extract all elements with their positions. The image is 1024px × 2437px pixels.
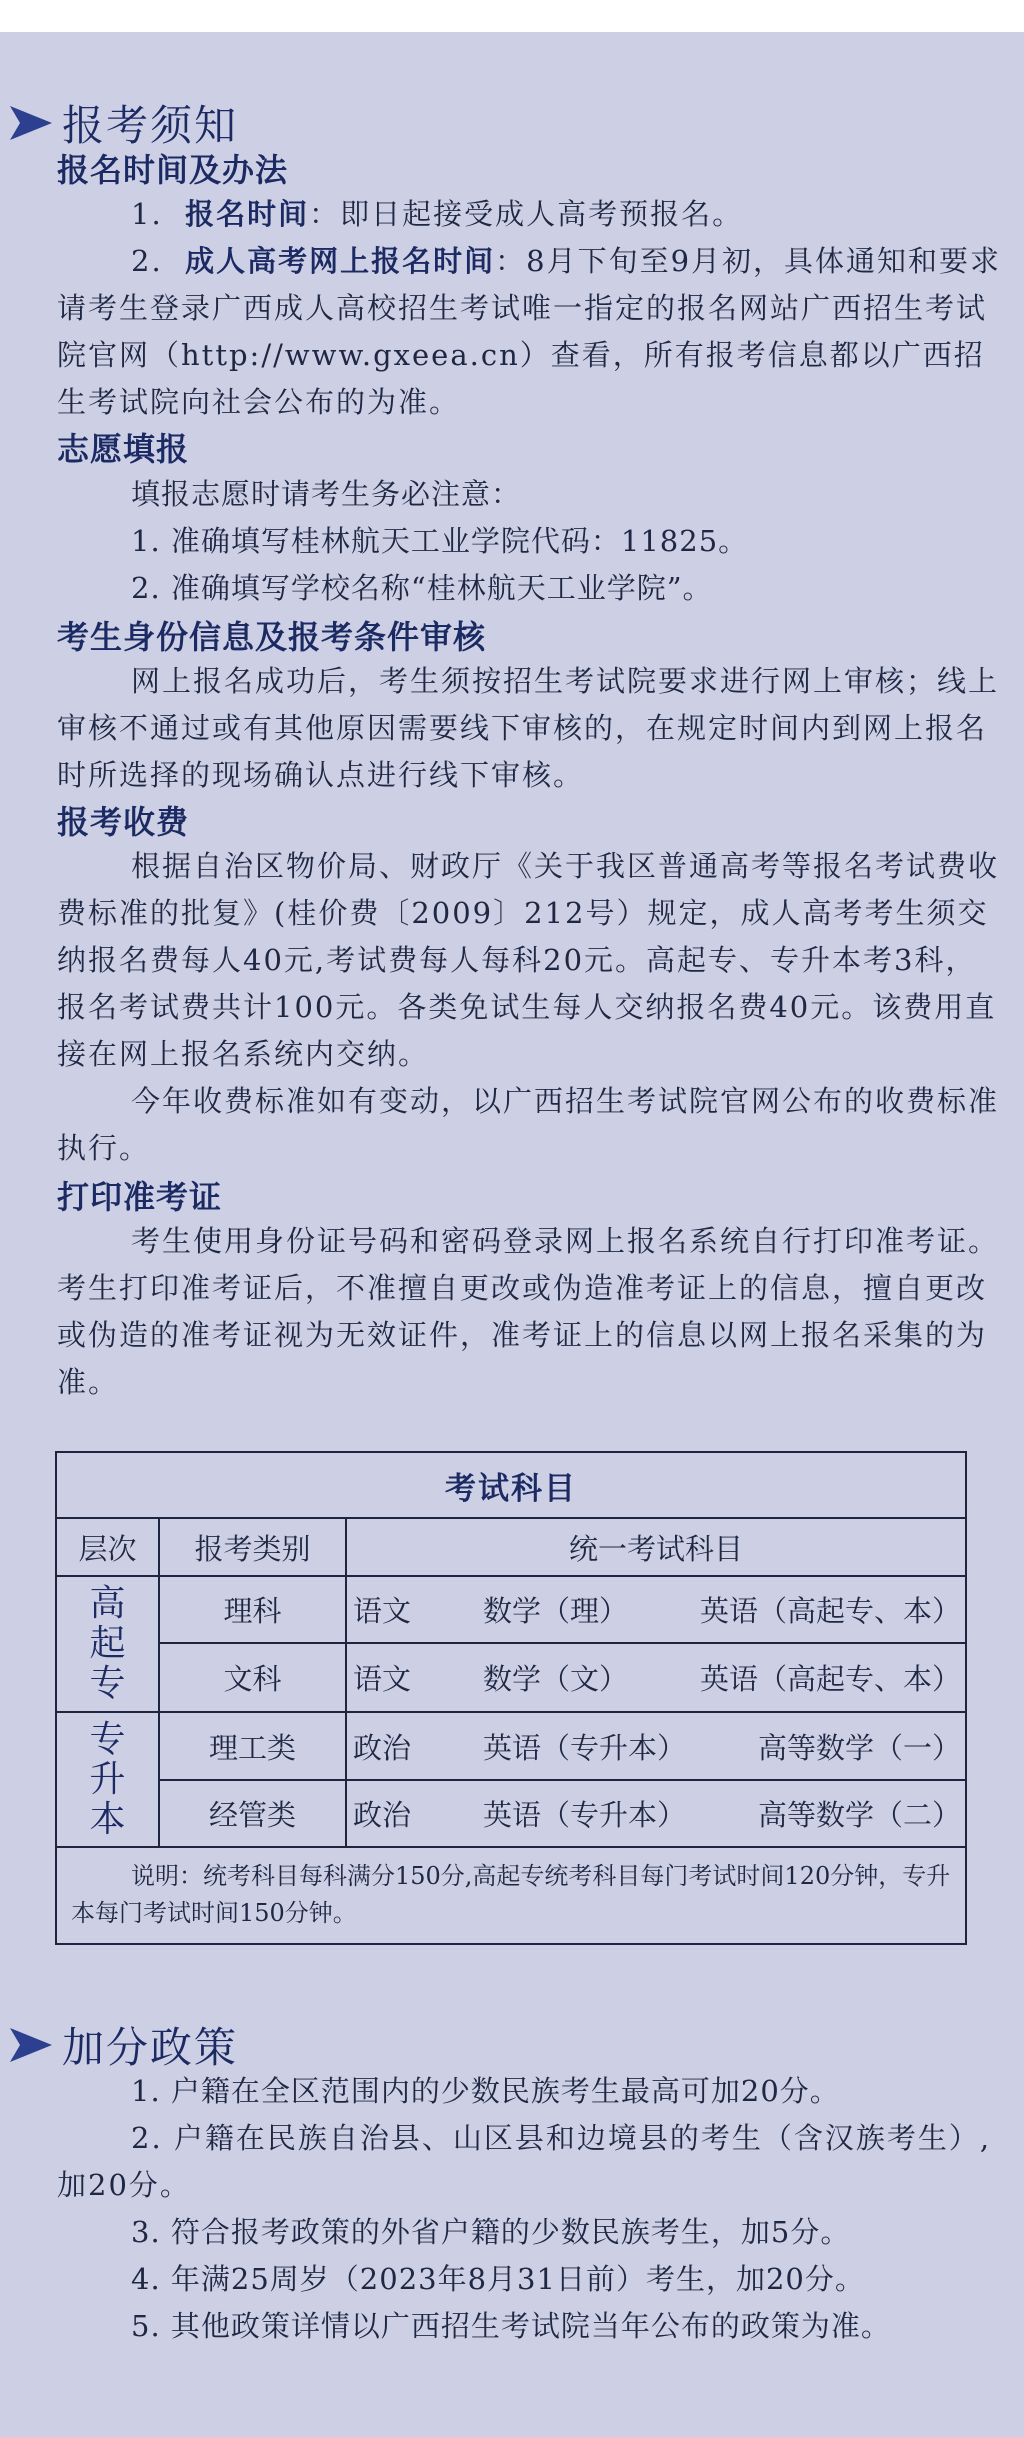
- table-header-category: 报考类别: [159, 1518, 346, 1576]
- volunteer-item-2: 2. 准确填写学校名称“桂林航天工业学院”。: [131, 571, 713, 605]
- subject: 政治: [353, 1730, 412, 1765]
- item-text: ：8月下旬至9月初，具体通知和要求请考生登录广西成人高校招生考试唯一指定的报名网站广西招生考试院官网（http://www.gxeea.cn）查看，所有报考信息都以广西招生考试院向社会公布的为准。: [57, 244, 1002, 419]
- category-cell: 经管类: [159, 1780, 346, 1847]
- bonus-item-4: 4. 年满25周岁（2023年8月31日前）考生，加20分。: [131, 2262, 865, 2296]
- item-number: 2.: [131, 244, 163, 278]
- identity-heading: 考生身份信息及报考条件审核: [57, 618, 487, 656]
- volunteer-item-1: 1. 准确填写桂林航天工业学院代码：11825。: [131, 524, 749, 558]
- table-note: 说明：统考科目每科满分150分,高起专统考科目每门考试时间120分钟，专升本每门考试时间150分钟。: [56, 1847, 966, 1944]
- subject: 数学（文）: [483, 1662, 629, 1696]
- level-cell-zhuanshengben: [56, 1712, 159, 1847]
- item-label: 成人高考网上报名时间: [185, 244, 496, 278]
- level-char: 升: [89, 1758, 126, 1800]
- level-cell-gaoqizhuan: [56, 1576, 159, 1712]
- level-char: 高: [89, 1583, 126, 1624]
- item-number: 1.: [131, 197, 163, 231]
- registration-heading: 报名时间及办法: [57, 151, 289, 189]
- registration-item-2: [57, 238, 1005, 426]
- registration-item-1: [57, 191, 1005, 238]
- subject: 英语（专升本）: [483, 1798, 687, 1832]
- arrow-icon: [10, 106, 52, 140]
- table-header-level: 层次: [56, 1518, 159, 1576]
- subject: 高等数学（二）: [758, 1798, 962, 1832]
- level-char: 专: [89, 1663, 126, 1704]
- subject: 语文: [353, 1594, 412, 1628]
- level-char: 专: [89, 1718, 126, 1760]
- subject: 英语（高起专、本）: [700, 1594, 962, 1628]
- fees-text-2: 今年收费标准如有变动，以广西招生考试院官网公布的收费标准执行。: [57, 1084, 1000, 1165]
- bonus-item-3: 3. 符合报考政策的外省户籍的少数民族考生，加5分。: [131, 2215, 851, 2249]
- ticket-text: 考生使用身份证号码和密码登录网上报名系统自行打印准考证。考生打印准考证后，不准擅自更改或伪造准考证上的信息，擅自更改或伪造的准考证视为无效证件，准考证上的信息以网上报名采集的为准。: [57, 1224, 1000, 1399]
- subject: 语文: [353, 1662, 412, 1696]
- bonus-section-title: 加分政策: [62, 2023, 239, 2072]
- subject: 高等数学（一）: [758, 1730, 962, 1765]
- exam-subjects-table: [55, 1451, 967, 1945]
- volunteer-intro: 填报志愿时请考生务必注意：: [131, 477, 522, 511]
- bonus-item-1: 1. 户籍在全区范围内的少数民族考生最高可加20分。: [131, 2074, 840, 2108]
- subject: 政治: [353, 1798, 412, 1832]
- subject: 英语（专升本）: [483, 1730, 687, 1765]
- ticket-heading: 打印准考证: [57, 1178, 223, 1216]
- fees-text-1: 根据自治区物价局、财政厅《关于我区普通高考等报名考试费收费标准的批复》(桂价费〔2009〕212号）规定，成人高考考生须交纳报名费每人40元,考试费每人每科20元。高起专、专升本考3科，报名考试费共计100元。各类免试生每人交纳报名费40元。该费用直接在网上报名系统内交纳。: [57, 849, 1000, 1071]
- subjects-cell: [346, 1576, 966, 1643]
- arrow-icon: [10, 2028, 52, 2062]
- subjects-cell: [346, 1712, 966, 1780]
- table-title: 考试科目: [56, 1452, 966, 1518]
- table-row: [56, 1780, 966, 1847]
- identity-text: 网上报名成功后，考生须按招生考试院要求进行网上审核；线上审核不通过或有其他原因需要线下审核的，在规定时间内到网上报名时所选择的现场确认点进行线下审核。: [57, 664, 1000, 792]
- table-row: [56, 1712, 966, 1780]
- category-cell: 理科: [159, 1576, 346, 1643]
- category-cell: 理工类: [159, 1712, 346, 1780]
- subjects-cell: [346, 1643, 966, 1712]
- bonus-item-5: 5. 其他政策详情以广西招生考试院当年公布的政策为准。: [131, 2309, 891, 2343]
- subject: 英语（高起专、本）: [700, 1662, 962, 1696]
- category-cell: 文科: [159, 1643, 346, 1712]
- table-row: [56, 1576, 966, 1643]
- level-char: 本: [89, 1798, 126, 1840]
- notice-section-title: 报考须知: [62, 101, 239, 150]
- volunteer-heading: 志愿填报: [57, 430, 190, 468]
- level-char: 起: [89, 1623, 126, 1664]
- fees-heading: 报考收费: [57, 803, 190, 841]
- bonus-section-header: [10, 2015, 238, 2075]
- table-row: [56, 1643, 966, 1712]
- table-header-subjects: 统一考试科目: [346, 1518, 966, 1576]
- subjects-cell: [346, 1780, 966, 1847]
- item-text: ：即日起接受成人高考预报名。: [309, 197, 744, 231]
- notice-section-header: [10, 93, 238, 153]
- item-label: 报名时间: [185, 197, 310, 231]
- bonus-item-2: 2. 户籍在民族自治县、山区县和边境县的考生（含汉族考生）,加20分。: [57, 2121, 992, 2202]
- subject: 数学（理）: [483, 1594, 629, 1628]
